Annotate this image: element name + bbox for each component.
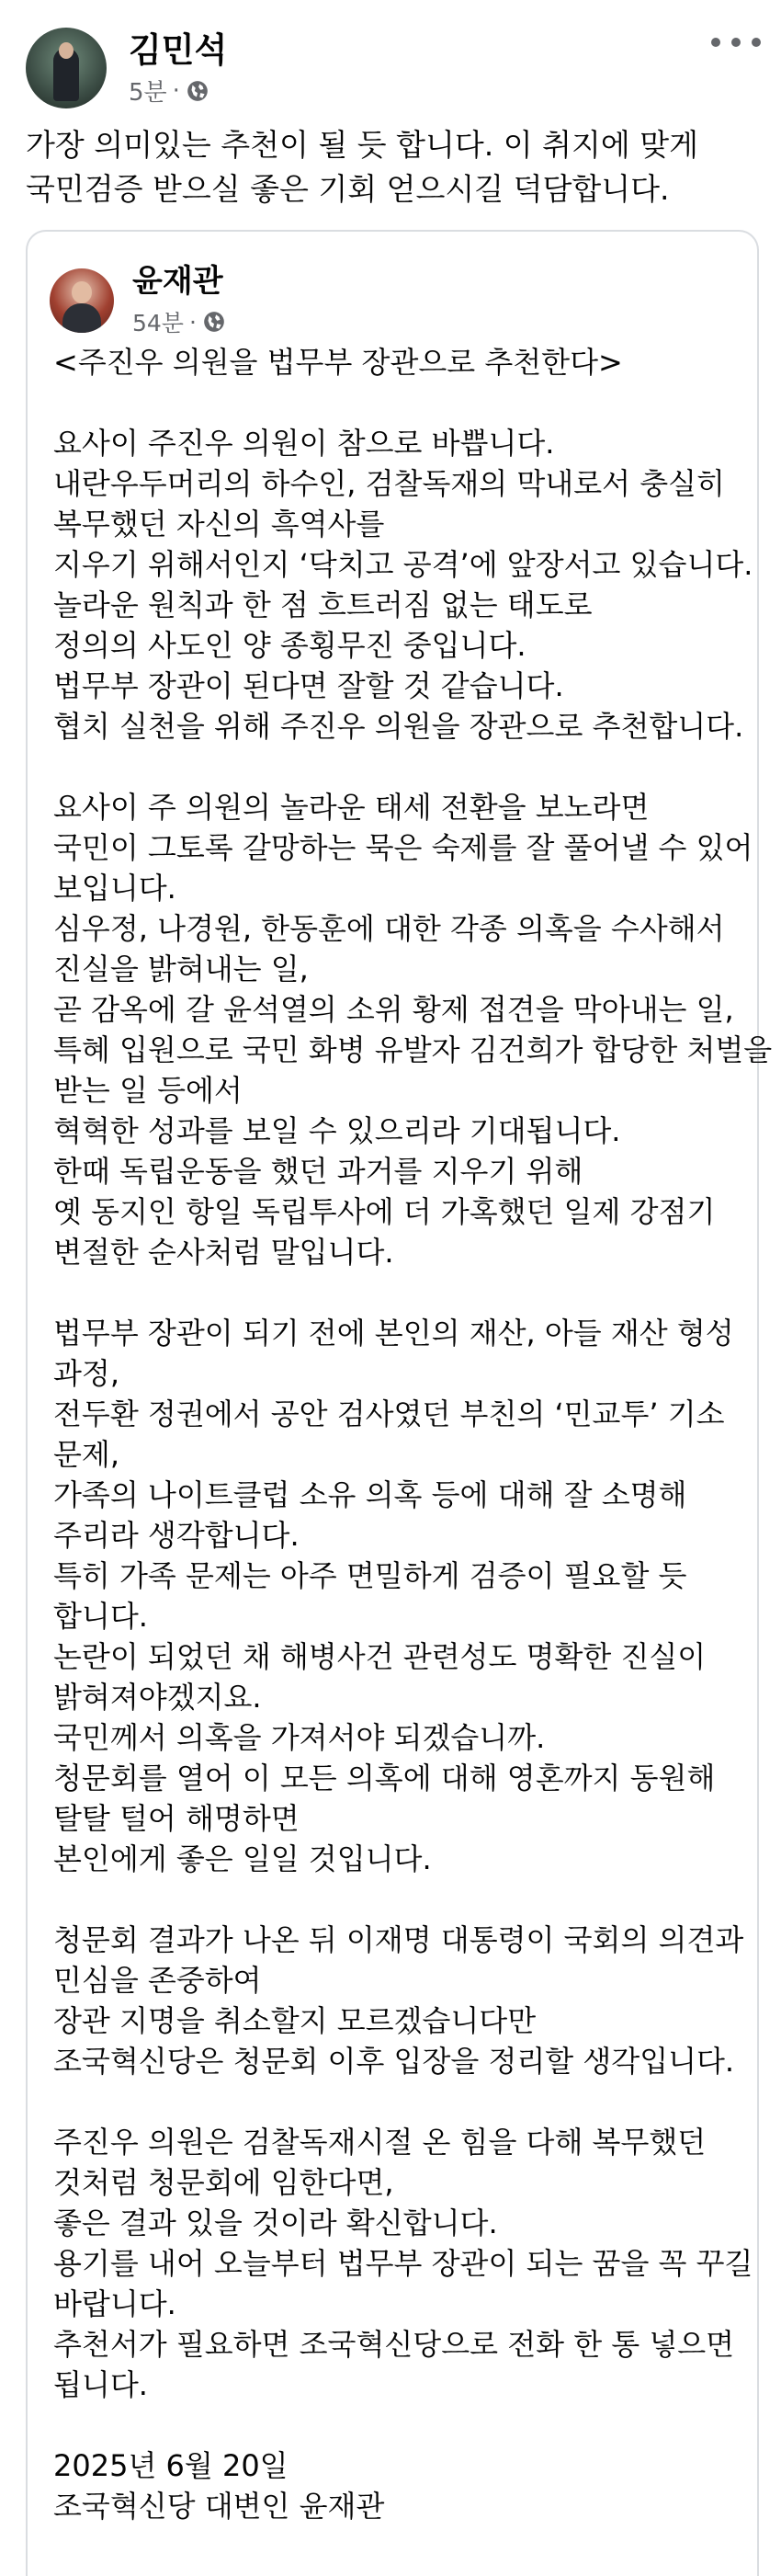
body-line: 과정, <box>53 1356 119 1391</box>
body-line: 가족의 나이트클럽 소유 의혹 등에 대해 잘 소명해 <box>53 1477 687 1512</box>
body-line: 심우정, 나경원, 한동훈에 대한 각종 의혹을 수사해서 <box>53 911 725 946</box>
body-line: 2025년 6월 20일 <box>53 2448 289 2483</box>
globe-icon <box>202 310 226 334</box>
body-line: 주진우 의원은 검찰독재시절 온 힘을 다해 복무했던 <box>53 2125 707 2160</box>
shared-post-time[interactable]: 54분 <box>132 310 184 336</box>
body-line: 옛 동지인 항일 독립투사에 더 가혹했던 일제 강점기 <box>53 1194 716 1229</box>
body-line: 혁혁한 성과를 보일 수 있으리라 기대됩니다. <box>53 1113 621 1148</box>
body-line: 것처럼 청문회에 임한다면, <box>53 2165 394 2200</box>
avatar-face <box>59 42 74 59</box>
author-avatar[interactable] <box>26 28 107 108</box>
body-line: 놀라운 원칙과 한 점 흐트러짐 없는 태도로 <box>53 587 593 622</box>
post-time[interactable]: 5분 <box>129 79 167 107</box>
post-text: 가장 의미있는 추천이 될 듯 합니다. 이 취지에 맞게 국민검증 받으실 좋은 기회 얻으시길 덕담합니다. <box>26 127 698 207</box>
body-line: 법무부 장관이 되기 전에 본인의 재산, 아들 재산 형성 <box>53 1316 734 1351</box>
body-line: 청문회 결과가 나온 뒤 이재명 대통령이 국회의 의견과 <box>53 1922 744 1957</box>
author-name[interactable]: 김민석 <box>129 30 228 70</box>
body-line: 탈탈 털어 해명하면 <box>53 1801 300 1836</box>
body-line: 합니다. <box>53 1599 148 1634</box>
meta-separator: · <box>188 308 197 336</box>
body-line: 조국혁신당 대변인 윤재관 <box>53 2489 385 2524</box>
body-line: 국민께서 의혹을 가져서야 되겠습니까. <box>53 1720 546 1755</box>
blank-line <box>53 382 752 423</box>
shared-author-name[interactable]: 윤재관 <box>132 263 223 300</box>
body-line: 정의의 사도인 양 종횡무진 중입니다. <box>53 628 526 663</box>
body-line: 청문회를 열어 이 모든 의혹에 대해 영혼까지 동원해 <box>53 1761 716 1795</box>
shared-post-body <box>53 342 773 2526</box>
avatar-suit <box>62 303 101 333</box>
shared-post-card[interactable] <box>26 230 773 2576</box>
body-line: 보입니다. <box>53 871 176 906</box>
body-line: 한때 독립운동을 했던 과거를 지우기 위해 <box>53 1154 583 1189</box>
body-line: 조국혁신당은 청문회 이후 입장을 정리할 생각입니다. <box>53 2044 735 2079</box>
shared-post-header <box>50 248 730 340</box>
body-line: 주리라 생각합니다. <box>53 1518 300 1553</box>
blank-line <box>53 2405 752 2445</box>
shared-author-avatar[interactable] <box>50 268 114 333</box>
body-line: 논란이 되었던 채 해병사건 관련성도 명확한 진실이 <box>53 1639 707 1674</box>
body-line: 변절한 순사처럼 말입니다. <box>53 1235 394 1270</box>
body-line: 특히 가족 문제는 아주 면밀하게 검증이 필요할 듯 <box>53 1558 687 1593</box>
body-line: 내란우두머리의 하수인, 검찰독재의 막내로서 충실히 <box>53 466 725 501</box>
avatar-face <box>72 281 92 303</box>
body-line: 민심을 존중하여 <box>53 1963 262 1998</box>
body-line: 바랍니다. <box>53 2286 176 2321</box>
body-line: 전두환 정권에서 공안 검사였던 부친의 ‘민교투’ 기소 <box>53 1396 725 1431</box>
body-line: 진실을 밝혀내는 일, <box>53 952 309 986</box>
blank-line <box>53 1879 752 1920</box>
body-line: 장관 지명을 취소할지 모르겠습니다만 <box>53 2003 537 2038</box>
body-line: 좋은 결과 있을 것이라 확신합니다. <box>53 2206 498 2240</box>
body-line: 밝혀져야겠지요. <box>53 1680 262 1715</box>
globe-icon <box>186 79 209 103</box>
body-line: 협치 실천을 위해 주진우 의원을 장관으로 추천합니다. <box>53 709 744 744</box>
blank-line <box>53 747 752 787</box>
body-line: 문제, <box>53 1437 119 1472</box>
meta-separator: · <box>172 76 180 105</box>
body-line: 국민이 그토록 갈망하는 묵은 숙제를 잘 풀어낼 수 있어 <box>53 830 753 865</box>
body-line: 요사이 주진우 의원이 참으로 바쁩니다. <box>53 426 555 461</box>
blank-line <box>53 2081 752 2122</box>
body-line: <주진우 의원을 법무부 장관으로 추천한다> <box>53 345 623 380</box>
body-line: 지우기 위해서인지 ‘닥치고 공격’에 앞장서고 있습니다. <box>53 547 753 582</box>
body-line: 특혜 입원으로 국민 화병 유발자 김건희가 합당한 처벌을 <box>53 1032 773 1067</box>
body-line: 받는 일 등에서 <box>53 1073 243 1108</box>
post-header <box>26 20 761 112</box>
more-options-icon[interactable] <box>711 31 761 53</box>
body-line: 복무했던 자신의 흑역사를 <box>53 507 385 541</box>
shared-post-meta <box>132 305 226 338</box>
body-line: 요사이 주 의원의 놀라운 태세 전환을 보노라면 <box>53 790 650 825</box>
body-line: 용기를 내어 오늘부터 법무부 장관이 되는 꿈을 꼭 꾸길 <box>53 2246 753 2281</box>
post-meta <box>129 74 209 108</box>
body-line: 본인에게 좋은 일일 것입니다. <box>53 1841 432 1876</box>
body-line: 법무부 장관이 된다면 잘할 것 같습니다. <box>53 668 564 703</box>
body-line: 곧 감옥에 갈 윤석열의 소위 황제 접견을 막아내는 일, <box>53 992 734 1027</box>
body-line: 됩니다. <box>53 2367 148 2402</box>
body-line: 추천서가 필요하면 조국혁신당으로 전화 한 통 넣으면 <box>53 2327 735 2362</box>
blank-line <box>53 1272 752 1313</box>
